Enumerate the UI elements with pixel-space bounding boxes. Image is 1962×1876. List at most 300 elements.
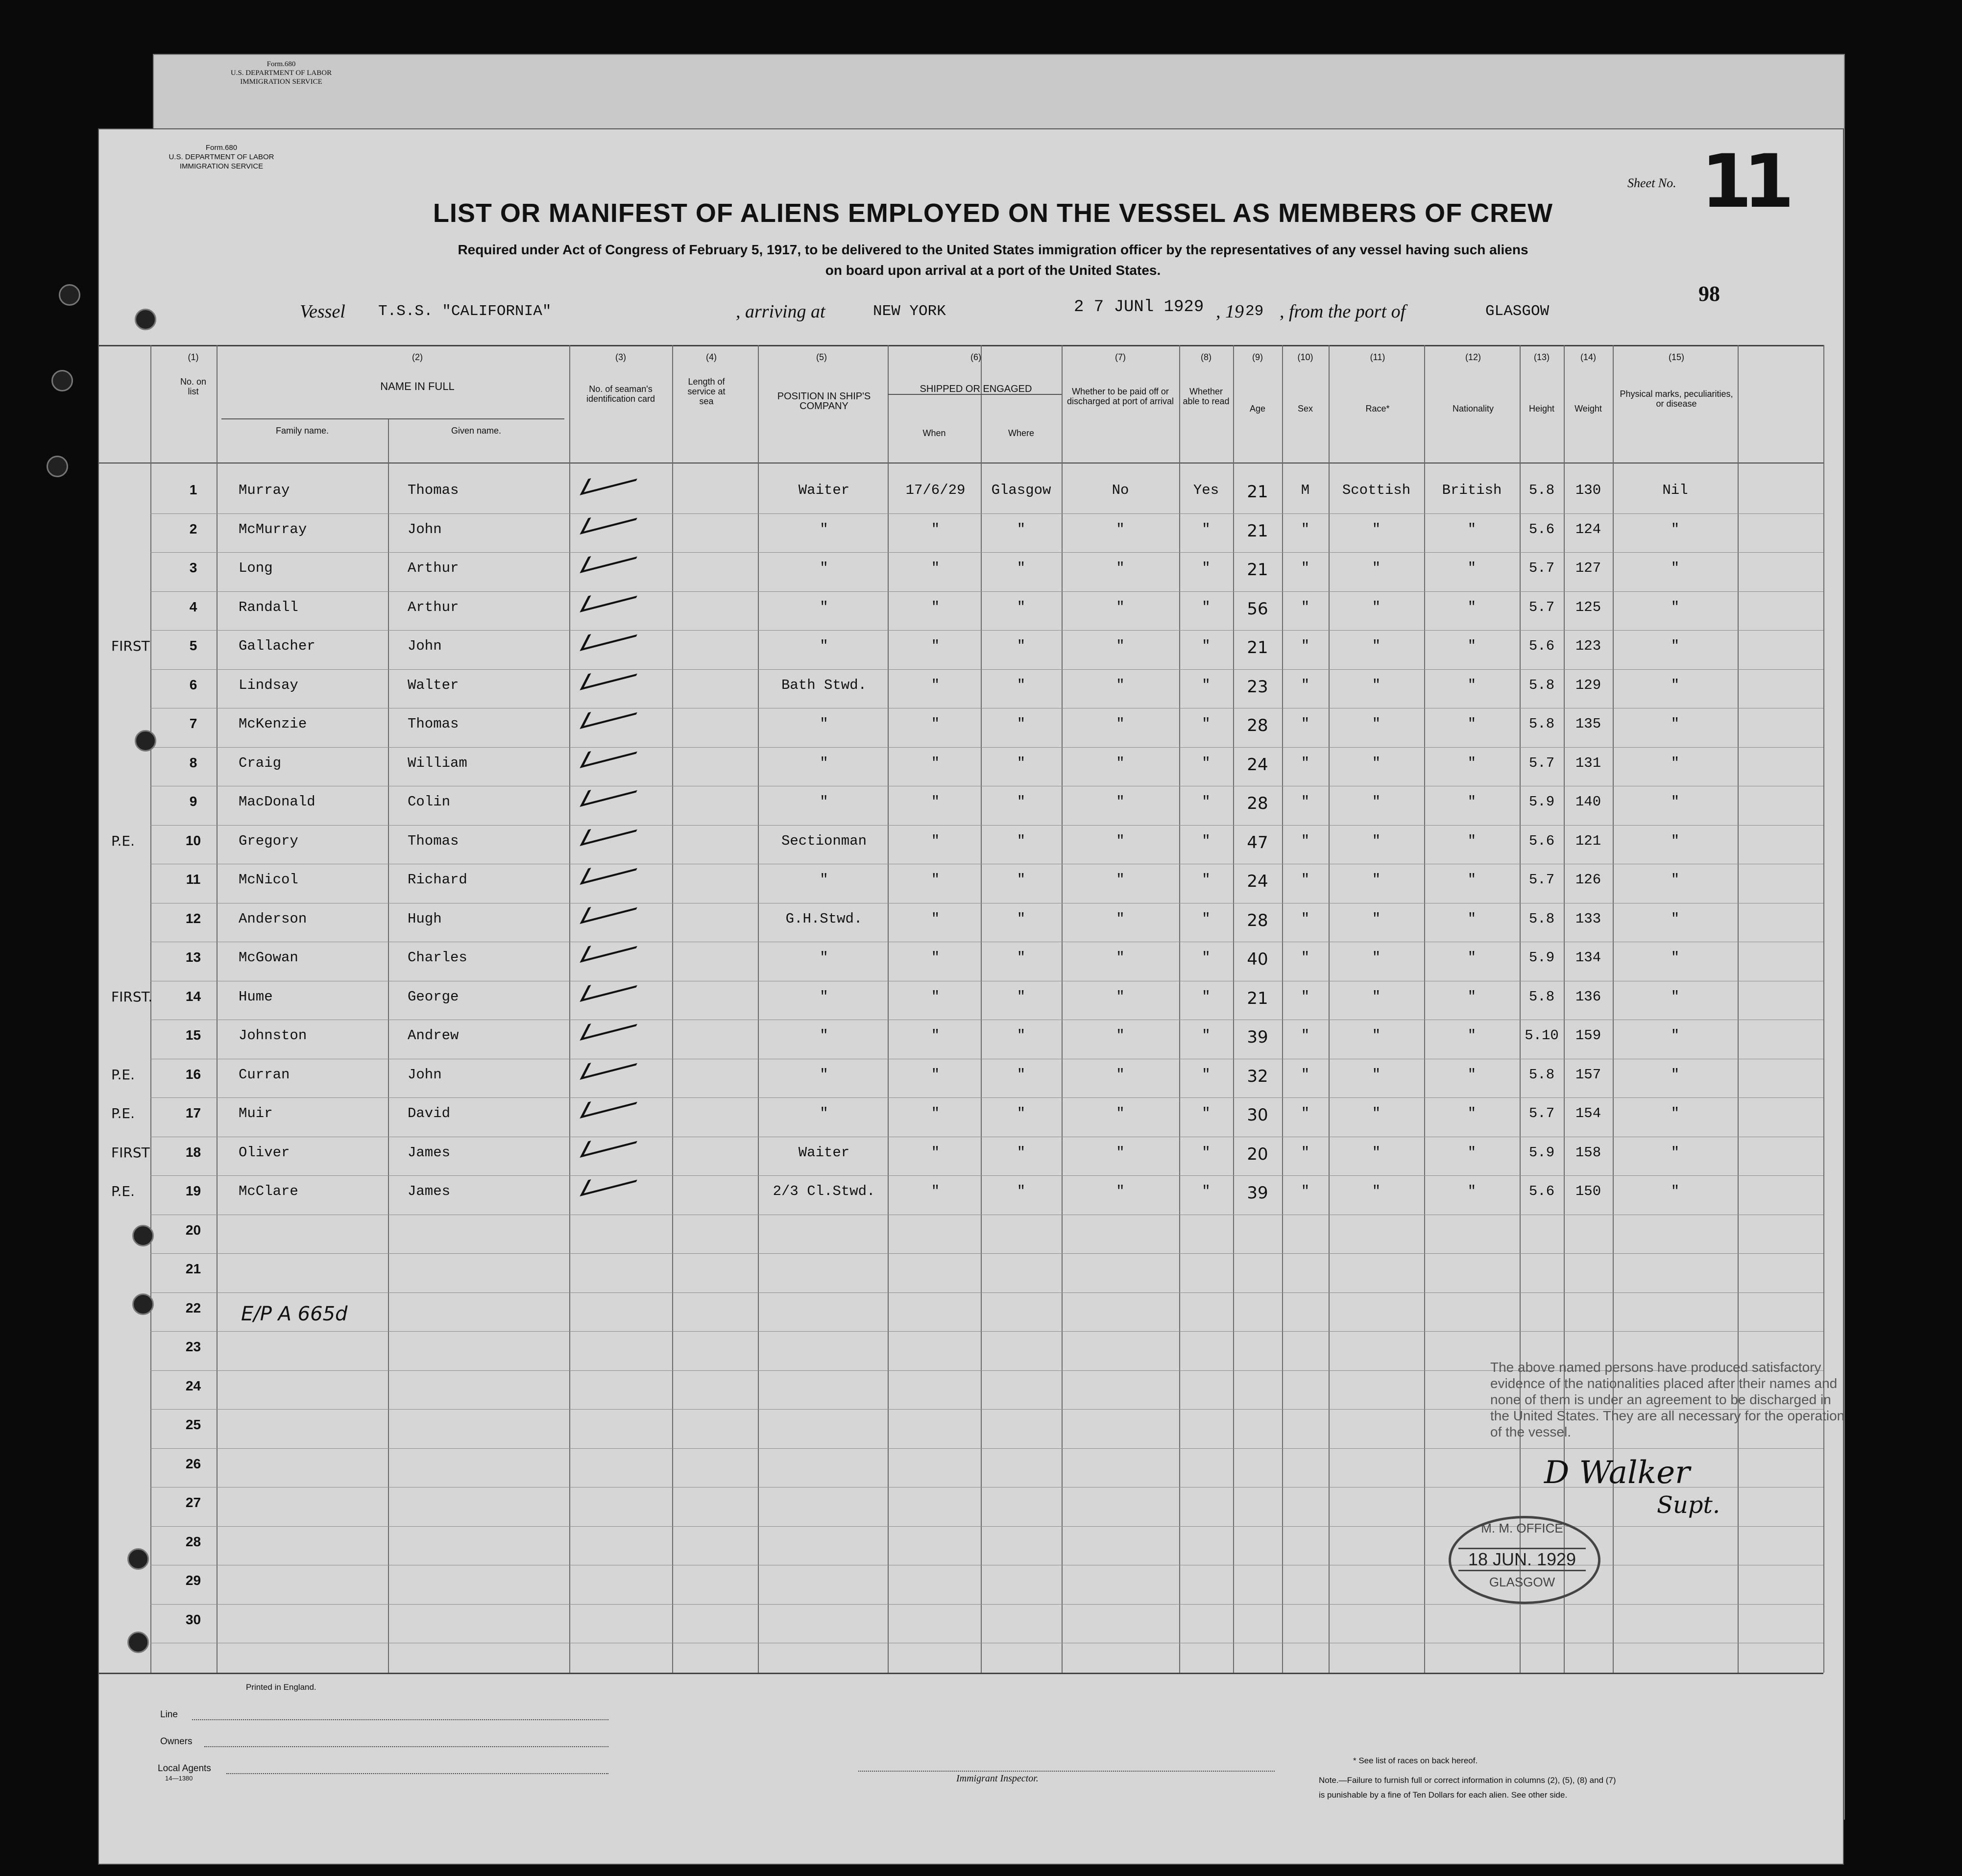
cell-read: " xyxy=(1202,910,1211,927)
cell-marks: " xyxy=(1671,910,1680,927)
cell-nat: " xyxy=(1467,677,1477,693)
cell-when: " xyxy=(931,677,940,693)
cell-age: 30 xyxy=(1247,1105,1268,1125)
cell-position: 2/3 Cl.Stwd. xyxy=(773,1183,875,1199)
table-row xyxy=(99,1067,1823,1086)
form-number: Form.680 xyxy=(205,144,238,152)
cell-read: " xyxy=(1202,599,1211,615)
cell-height: 5.6 xyxy=(1528,832,1555,849)
cell-height: 5.6 xyxy=(1528,1183,1555,1199)
col12-label: Nationality xyxy=(1452,404,1494,414)
col3-number: (3) xyxy=(615,352,626,362)
cell-position: " xyxy=(820,638,828,654)
cell-no: 13 xyxy=(185,950,201,965)
cell-no: 11 xyxy=(186,872,201,887)
cell-sex: " xyxy=(1301,560,1310,576)
cell-paid: " xyxy=(1116,638,1125,654)
cell-nat: " xyxy=(1467,560,1477,576)
cell-nat: " xyxy=(1467,599,1477,615)
cell-where: " xyxy=(1017,1183,1026,1199)
cell-weight: 135 xyxy=(1575,716,1601,732)
under-form-service: IMMIGRATION SERVICE xyxy=(240,78,322,86)
line-label: Line xyxy=(160,1709,178,1720)
table-row xyxy=(99,1339,1823,1359)
underlying-form-header xyxy=(183,60,379,86)
cell-weight: 130 xyxy=(1575,482,1601,498)
cell-sex: " xyxy=(1301,832,1310,849)
cell-no: 30 xyxy=(185,1611,201,1627)
cell-family: Gregory xyxy=(239,832,298,849)
stamp-top-text: M. M. OFFICE xyxy=(1481,1521,1563,1535)
cell-when: " xyxy=(931,638,940,654)
cell-age: 21 xyxy=(1247,521,1268,541)
line-field xyxy=(192,1719,608,1720)
manifest-page xyxy=(98,128,1844,1865)
cell-nat: " xyxy=(1467,950,1477,966)
cell-height: 5.7 xyxy=(1528,560,1555,576)
cell-height: 5.7 xyxy=(1528,599,1555,615)
cell-marks: " xyxy=(1671,560,1680,576)
punch-hole xyxy=(47,456,68,477)
cell-position: " xyxy=(820,1066,828,1083)
cell-nat: " xyxy=(1467,832,1477,849)
cell-family: Muir xyxy=(239,1105,273,1121)
cell-marks: " xyxy=(1671,1105,1680,1121)
cell-height: 5.6 xyxy=(1528,638,1555,654)
checkmark-icon xyxy=(580,1010,644,1041)
cell-paid: " xyxy=(1116,950,1125,966)
checkmark-icon xyxy=(580,464,644,495)
cell-height: 5.8 xyxy=(1528,988,1555,1005)
cell-age: 32 xyxy=(1247,1066,1268,1086)
page-title: LIST OR MANIFEST OF ALIENS EMPLOYED ON THE VESSEL AS MEMBERS OF CREW xyxy=(433,198,1553,228)
cell-when: " xyxy=(931,521,940,537)
punch-hole xyxy=(135,309,156,330)
cell-given: James xyxy=(408,1183,451,1199)
cell-height: 5.7 xyxy=(1528,1105,1555,1121)
table-row xyxy=(99,521,1823,541)
cell-position: Waiter xyxy=(798,482,850,498)
cell-no: 19 xyxy=(185,1183,201,1198)
checkmark-icon xyxy=(580,659,644,690)
cell-paid: " xyxy=(1116,1027,1125,1044)
punch-hole xyxy=(127,1548,149,1570)
cell-paid: " xyxy=(1116,1066,1125,1083)
cell-nat: " xyxy=(1467,910,1477,927)
cell-sex: " xyxy=(1301,1183,1310,1199)
table-top-border xyxy=(99,345,1823,346)
cell-nat: " xyxy=(1467,872,1477,888)
cell-race: " xyxy=(1372,1027,1381,1044)
cell-sex: " xyxy=(1301,716,1310,732)
cell-nat: " xyxy=(1467,638,1477,654)
cell-position: G.H.Stwd. xyxy=(785,910,863,927)
cell-height: 5.9 xyxy=(1528,794,1555,810)
cell-no: 6 xyxy=(189,677,197,692)
table-row xyxy=(99,1183,1823,1203)
table-row xyxy=(99,638,1823,658)
cell-race: " xyxy=(1372,988,1381,1005)
table-row xyxy=(99,1222,1823,1242)
cell-paid: No xyxy=(1112,482,1129,498)
punch-hole xyxy=(132,1293,154,1315)
cell-no: 17 xyxy=(185,1105,201,1121)
form-header xyxy=(128,143,315,171)
agents-field xyxy=(226,1773,608,1774)
cell-weight: 158 xyxy=(1575,1144,1601,1161)
col12-number: (12) xyxy=(1465,352,1481,362)
cell-read: " xyxy=(1202,1027,1211,1044)
cell-weight: 133 xyxy=(1575,910,1601,927)
cell-where: " xyxy=(1017,872,1026,888)
cell-marks: " xyxy=(1671,716,1680,732)
cell-no: 24 xyxy=(185,1378,201,1393)
cell-weight: 154 xyxy=(1575,1105,1601,1121)
column-rule xyxy=(1823,345,1824,1673)
cell-when: " xyxy=(931,794,940,810)
cell-no: 16 xyxy=(185,1066,201,1082)
table-row xyxy=(99,1612,1823,1632)
cell-when: " xyxy=(931,950,940,966)
row-rule xyxy=(150,1253,1823,1254)
cell-given: Thomas xyxy=(408,832,459,849)
col13-number: (13) xyxy=(1533,352,1550,362)
checkmark-icon xyxy=(580,971,644,1002)
table-row xyxy=(99,482,1823,502)
page-number: 98 xyxy=(1698,282,1720,306)
cell-sex: " xyxy=(1301,1066,1310,1083)
cell-family: Long xyxy=(239,560,273,576)
cell-paid: " xyxy=(1116,599,1125,615)
table-row xyxy=(99,677,1823,697)
cell-height: 5.9 xyxy=(1528,950,1555,966)
cell-when: " xyxy=(931,1144,940,1161)
cell-race: " xyxy=(1372,716,1381,732)
footer-note-line-1: Note.—Failure to furnish full or correct information in columns (2), (5), (8) and (7) xyxy=(1319,1776,1616,1785)
table-row xyxy=(99,1027,1823,1047)
cell-no: 27 xyxy=(185,1495,201,1510)
cell-position: " xyxy=(820,950,828,966)
cell-where: " xyxy=(1017,950,1026,966)
cell-family: Murray xyxy=(239,482,290,498)
cell-family: Hume xyxy=(239,988,273,1005)
cell-height: 5.8 xyxy=(1528,1066,1555,1083)
cell-nat: " xyxy=(1467,988,1477,1005)
cell-position: " xyxy=(820,755,828,771)
cell-age: 28 xyxy=(1247,794,1268,813)
checkmark-icon xyxy=(580,1049,644,1080)
page-subtitle xyxy=(319,240,1667,281)
cell-marks: " xyxy=(1671,599,1680,615)
cell-family: Craig xyxy=(239,755,282,771)
margin-note: FIRST xyxy=(111,638,150,654)
cell-nat: " xyxy=(1467,1105,1477,1121)
table-row xyxy=(99,1145,1823,1164)
cell-sex: " xyxy=(1301,755,1310,771)
cell-when: " xyxy=(931,1183,940,1199)
cell-family: McGowan xyxy=(239,950,298,966)
owners-label: Owners xyxy=(160,1736,193,1747)
cell-age: 20 xyxy=(1247,1144,1268,1164)
cell-no: 12 xyxy=(185,910,201,926)
cell-age: 39 xyxy=(1247,1183,1268,1203)
row-rule xyxy=(150,1331,1823,1332)
cell-where: " xyxy=(1017,521,1026,537)
cell-no: 29 xyxy=(185,1573,201,1588)
checkmark-icon xyxy=(580,815,644,846)
certification-text: The above named persons have produced satisfactory evidence of the nationalities placed after their names and none of them is under an agreement to be discharged in the United States. They are all necessary for the operation of the vessel. xyxy=(1490,1360,1845,1439)
col7-label: Whether to be paid off or discharged at port of arrival xyxy=(1066,387,1174,406)
cell-given: Richard xyxy=(408,872,467,888)
cell-sex: " xyxy=(1301,872,1310,888)
row-rule xyxy=(150,1604,1823,1605)
col1-number: (1) xyxy=(188,352,199,362)
cell-age: 23 xyxy=(1247,677,1268,697)
punch-hole xyxy=(127,1632,149,1653)
cell-paid: " xyxy=(1116,832,1125,849)
cell-given: George xyxy=(408,988,459,1005)
cell-nat: " xyxy=(1467,794,1477,810)
cell-read: " xyxy=(1202,988,1211,1005)
stamp-bottom-text: GLASGOW xyxy=(1489,1575,1555,1589)
cell-sex: " xyxy=(1301,599,1310,615)
cell-sex: " xyxy=(1301,794,1310,810)
cell-read: " xyxy=(1202,1066,1211,1083)
arriving-label: , arriving at xyxy=(736,301,825,322)
cell-marks: " xyxy=(1671,755,1680,771)
col6-where-label: Where xyxy=(1008,428,1034,438)
cell-sex: M xyxy=(1301,482,1310,498)
cell-marks: " xyxy=(1671,677,1680,693)
cell-where: " xyxy=(1017,599,1026,615)
cell-marks: " xyxy=(1671,950,1680,966)
margin-note: FIRST. xyxy=(111,988,153,1005)
cell-when: " xyxy=(931,832,940,849)
cell-race: " xyxy=(1372,677,1381,693)
cell-height: 5.7 xyxy=(1528,872,1555,888)
cell-sex: " xyxy=(1301,677,1310,693)
cell-read: Yes xyxy=(1193,482,1219,498)
checkmark-icon xyxy=(580,776,644,807)
col14-number: (14) xyxy=(1580,352,1596,362)
cell-paid: " xyxy=(1116,1183,1125,1199)
cell-family: Gallacher xyxy=(239,638,315,654)
cell-given: Thomas xyxy=(408,716,459,732)
cell-weight: 131 xyxy=(1575,755,1601,771)
cell-family: Curran xyxy=(239,1066,290,1083)
cell-no: 15 xyxy=(185,1027,201,1043)
cell-sex: " xyxy=(1301,988,1310,1005)
cell-read: " xyxy=(1202,950,1211,966)
printed-in: Printed in England. xyxy=(246,1682,316,1692)
cell-family: MacDonald xyxy=(239,794,315,810)
cell-family: McMurray xyxy=(239,521,307,537)
cell-paid: " xyxy=(1116,988,1125,1005)
row-rule xyxy=(150,1448,1823,1449)
cell-when: 17/6/29 xyxy=(905,482,966,498)
col11-label: Race* xyxy=(1365,404,1390,414)
cell-race: " xyxy=(1372,1105,1381,1121)
punch-hole xyxy=(135,730,156,752)
punch-hole xyxy=(132,1225,154,1246)
cell-where: " xyxy=(1017,988,1026,1005)
table-row xyxy=(99,989,1823,1008)
cell-position: Sectionman xyxy=(781,832,867,849)
cell-weight: 136 xyxy=(1575,988,1601,1005)
cell-given: Hugh xyxy=(408,910,442,927)
cell-marks: " xyxy=(1671,1183,1680,1199)
cell-paid: " xyxy=(1116,716,1125,732)
cell-paid: " xyxy=(1116,910,1125,927)
col7-number: (7) xyxy=(1115,352,1126,362)
vessel-label: Vessel xyxy=(300,301,345,322)
row-rule xyxy=(150,1292,1823,1293)
cell-nat: British xyxy=(1442,482,1502,498)
table-row xyxy=(99,716,1823,735)
cell-no: 26 xyxy=(185,1456,201,1471)
cell-no: 8 xyxy=(189,755,197,770)
cell-read: " xyxy=(1202,716,1211,732)
cell-height: 5.8 xyxy=(1528,677,1555,693)
from-port-label: , from the port of xyxy=(1280,301,1406,322)
cell-family: Lindsay xyxy=(239,677,298,693)
punch-hole xyxy=(59,284,80,306)
cell-sex: " xyxy=(1301,521,1310,537)
checkmark-icon xyxy=(580,854,644,885)
cell-sex: " xyxy=(1301,1027,1310,1044)
cell-family: McKenzie xyxy=(239,716,307,732)
margin-note: P.E. xyxy=(111,1066,135,1083)
cell-nat: " xyxy=(1467,1144,1477,1161)
cell-weight: 129 xyxy=(1575,677,1601,693)
cell-paid: " xyxy=(1116,755,1125,771)
checkmark-icon xyxy=(580,893,644,924)
col11-number: (11) xyxy=(1370,352,1385,362)
punch-hole xyxy=(51,370,73,391)
cell-given: William xyxy=(408,755,467,771)
cell-no: 5 xyxy=(189,638,197,653)
cell-position: Bath Stwd. xyxy=(781,677,867,693)
footer-note-line-2: is punishable by a fine of Ten Dollars for each alien. See other side. xyxy=(1319,1790,1568,1800)
table-row xyxy=(99,755,1823,775)
inspector-label: Immigrant Inspector. xyxy=(956,1773,1039,1784)
col14-label: Weight xyxy=(1574,404,1602,414)
cell-race: Scottish xyxy=(1342,482,1411,498)
col10-number: (10) xyxy=(1297,352,1313,362)
cell-marks: " xyxy=(1671,521,1680,537)
cell-age: 24 xyxy=(1247,755,1268,775)
col2-label: NAME IN FULL xyxy=(380,380,455,392)
cell-nat: " xyxy=(1467,1027,1477,1044)
cell-where: " xyxy=(1017,1105,1026,1121)
cell-marks: " xyxy=(1671,1144,1680,1161)
cell-sex: " xyxy=(1301,1105,1310,1121)
cell-race: " xyxy=(1372,872,1381,888)
margin-note: P.E. xyxy=(111,832,135,849)
cell-given: Colin xyxy=(408,794,451,810)
col8-label: Whether able to read xyxy=(1183,387,1230,406)
col2-number: (2) xyxy=(412,352,423,362)
margin-note: P.E. xyxy=(111,1183,135,1199)
cell-weight: 140 xyxy=(1575,794,1601,810)
cell-position: " xyxy=(820,1027,828,1044)
cell-weight: 121 xyxy=(1575,832,1601,849)
col1-label: No. on list xyxy=(180,377,207,396)
row-rule xyxy=(150,747,1823,748)
table-row xyxy=(99,1300,1823,1320)
cell-no: 10 xyxy=(185,832,201,848)
cell-given: John xyxy=(408,1066,442,1083)
cell-marks: " xyxy=(1671,988,1680,1005)
cell-where: " xyxy=(1017,832,1026,849)
inspector-field xyxy=(858,1771,1275,1772)
checkmark-icon xyxy=(580,542,644,573)
subtitle-line-1: Required under Act of Congress of February 5, 1917, to be delivered to the United States immigration officer by the representatives of any vessel having such aliens xyxy=(458,242,1528,257)
cell-age: 28 xyxy=(1247,910,1268,930)
cell-family: McClare xyxy=(239,1183,298,1199)
cell-sex: " xyxy=(1301,950,1310,966)
arrival-port: NEW YORK xyxy=(873,303,946,320)
cell-given: Arthur xyxy=(408,560,459,576)
cell-given: Andrew xyxy=(408,1027,459,1044)
col4-label: Length of service at sea xyxy=(687,377,726,406)
sheet-number-handwritten: 11 xyxy=(1701,139,1786,224)
cell-given: Walter xyxy=(408,677,459,693)
cell-race: " xyxy=(1372,832,1381,849)
margin-note: P.E. xyxy=(111,1105,135,1121)
cell-no: 20 xyxy=(185,1222,201,1238)
cell-position: " xyxy=(820,560,828,576)
cell-when: " xyxy=(931,988,940,1005)
cell-age: 28 xyxy=(1247,716,1268,735)
cell-where: " xyxy=(1017,716,1026,732)
cell-weight: 123 xyxy=(1575,638,1601,654)
row-rule xyxy=(150,552,1823,553)
cell-nat: " xyxy=(1467,521,1477,537)
form-service: IMMIGRATION SERVICE xyxy=(179,162,264,171)
cell-height: 5.7 xyxy=(1528,755,1555,771)
cell-age: 47 xyxy=(1247,832,1268,853)
cell-where: " xyxy=(1017,910,1026,927)
cell-position: " xyxy=(820,599,828,615)
col15-number: (15) xyxy=(1668,352,1684,362)
local-agents-label: Local Agents xyxy=(158,1763,211,1774)
table-row xyxy=(99,560,1823,580)
cell-paid: " xyxy=(1116,872,1125,888)
cell-read: " xyxy=(1202,1105,1211,1121)
vessel-line xyxy=(300,298,1671,330)
cell-where: " xyxy=(1017,1027,1026,1044)
cell-paid: " xyxy=(1116,521,1125,537)
cell-given: Charles xyxy=(408,950,467,966)
cell-paid: " xyxy=(1116,1144,1125,1161)
cell-no: 4 xyxy=(189,599,197,614)
col13-label: Height xyxy=(1528,404,1555,414)
cell-race: " xyxy=(1372,1183,1381,1199)
cell-race: " xyxy=(1372,794,1381,810)
cell-age: 56 xyxy=(1247,599,1268,619)
cell-when: " xyxy=(931,755,940,771)
cell-weight: 127 xyxy=(1575,560,1601,576)
stamp-date: 18 JUN. 1929 xyxy=(1458,1548,1586,1571)
row-rule xyxy=(150,630,1823,631)
col6-label: SHIPPED OR ENGAGED xyxy=(920,384,1032,394)
signature: D Walker xyxy=(1544,1455,1690,1491)
cell-where: " xyxy=(1017,794,1026,810)
cell-position: " xyxy=(820,794,828,810)
row-rule xyxy=(150,669,1823,670)
cell-read: " xyxy=(1202,1183,1211,1199)
